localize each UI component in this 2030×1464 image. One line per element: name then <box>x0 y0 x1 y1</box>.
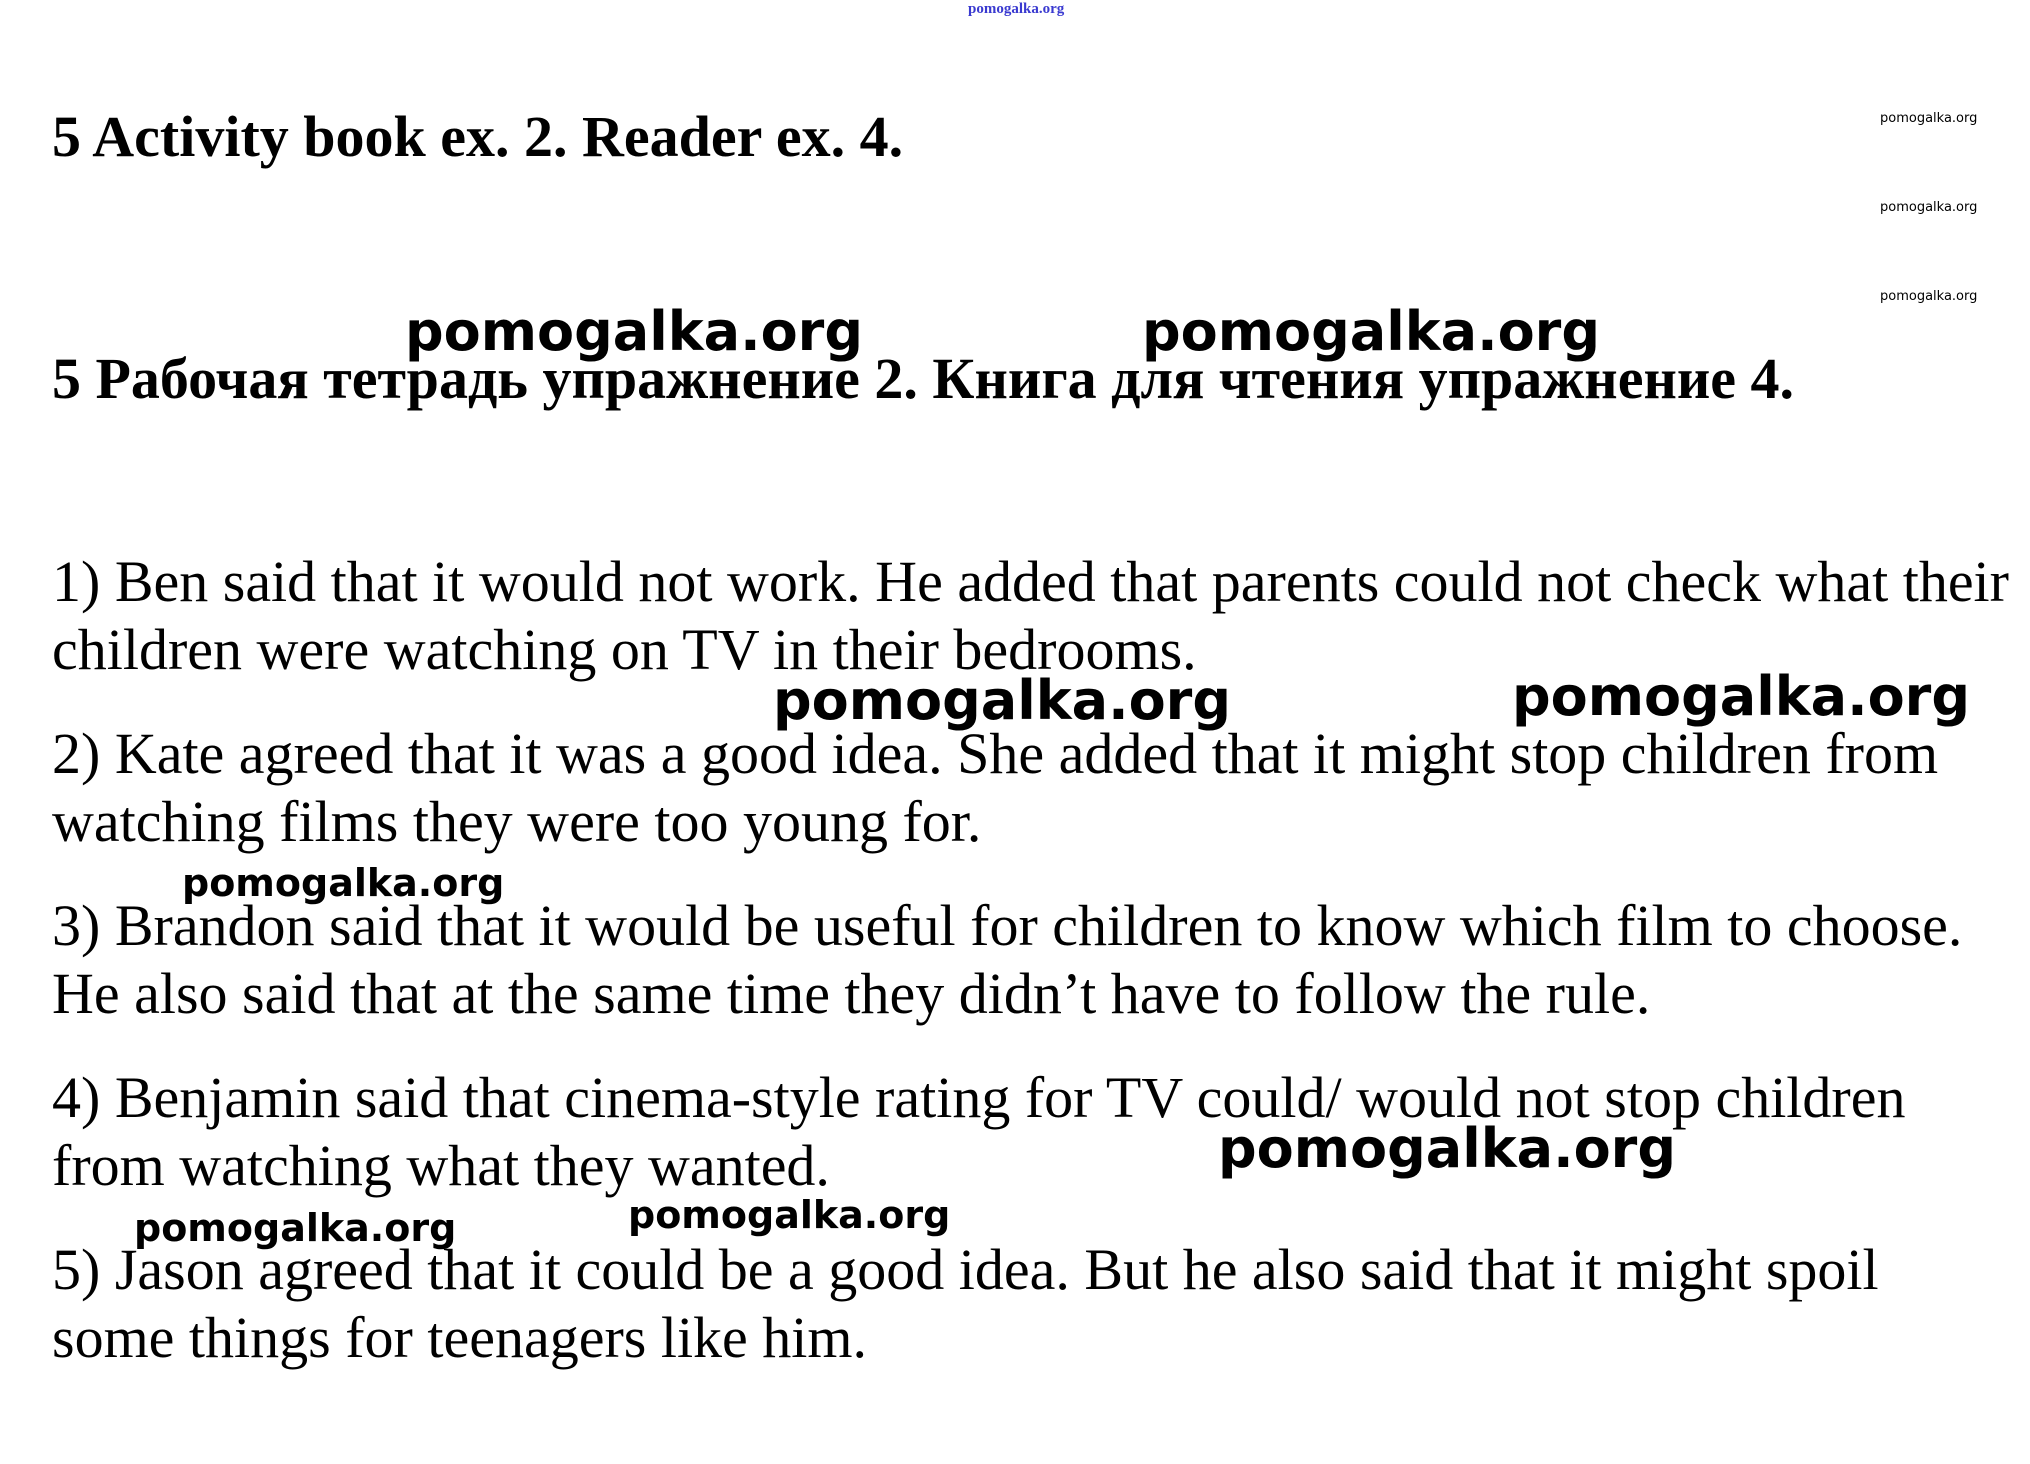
answer-item-5: 5) Jason agreed that it could be a good idea. But he also said that it might spoil some things for teenagers like him. <box>52 1237 1879 1370</box>
watermark-large-3: pomogalka.org <box>773 669 1231 732</box>
answer-item-4: 4) Benjamin said that cinema-style rating for TV could/ would not stop children from watching what they wanted. <box>52 1065 1906 1198</box>
watermark-large-5: pomogalka.org <box>1218 1117 1676 1180</box>
watermark-medium-2: pomogalka.org <box>628 1193 951 1237</box>
watermark-small-1: pomogalka.org <box>1880 111 1978 126</box>
exercise-title-russian: 5 Рабочая тетрадь упражнение 2. Книга для чтения упражнение 4. <box>52 346 1795 411</box>
watermark-small-3: pomogalka.org <box>1880 289 1978 304</box>
answer-item-3: 3) Brandon said that it would be useful for children to know which film to choose. He also said that at the same time they didn’t have to follow the rule. <box>52 893 1963 1026</box>
watermark-large-1: pomogalka.org <box>405 300 863 363</box>
exercise-title-english: 5 Activity book ex. 2. Reader ex. 4. <box>52 104 904 169</box>
watermark-large-4: pomogalka.org <box>1512 665 1970 728</box>
watermark-medium-1: pomogalka.org <box>182 861 505 905</box>
watermark-large-2: pomogalka.org <box>1142 300 1600 363</box>
watermark-small-2: pomogalka.org <box>1880 200 1978 215</box>
answer-item-1: 1) Ben said that it would not work. He added that parents could not check what their children were watching on TV in their bedrooms. <box>52 549 2009 682</box>
answer-item-2: 2) Kate agreed that it was a good idea. She added that it might stop children from watching films they were too young for. <box>52 721 1939 854</box>
watermark-top: pomogalka.org <box>968 1 1065 17</box>
watermark-medium-3: pomogalka.org <box>134 1206 457 1250</box>
